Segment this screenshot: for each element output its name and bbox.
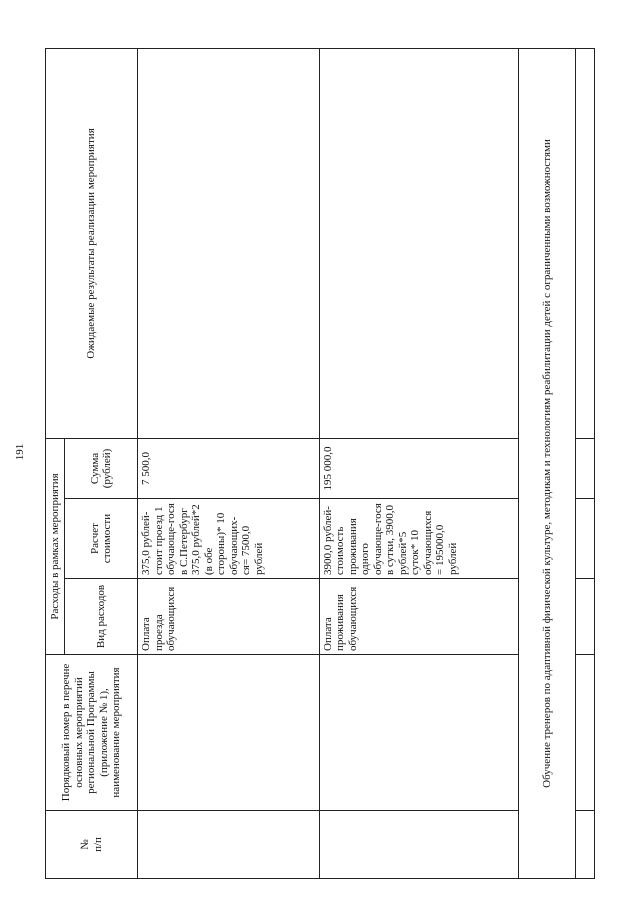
table-row — [319, 48, 518, 878]
empty-cell — [576, 811, 595, 879]
empty-cell — [576, 499, 595, 579]
sum-cell: 195 000,0 — [319, 438, 518, 498]
row-number-cell — [319, 811, 518, 879]
page-number: 191 — [14, 443, 26, 461]
empty-cell — [576, 655, 595, 811]
rotated-table-container — [45, 49, 595, 879]
section-row — [519, 48, 576, 878]
header-sum: Сумма (рублей) — [65, 438, 138, 498]
header-expense-type: Вид расходов — [65, 579, 138, 655]
table-row — [138, 48, 320, 878]
empty-cell — [576, 579, 595, 655]
header-expenses-group: Расходы в рамках мероприятия — [46, 438, 65, 654]
calculation-cell: 3900,0 рублей-стоимость проживания одного обучающе-гося в сутки, 3900,0 рублей*5 суток* 10 обучающихся = 195000,0 рублей — [319, 499, 518, 579]
section-title: Обучение тренеров по адаптивной физической культуре, методикам и технологиям реабилитации детей с ограниченными возможностями — [519, 48, 576, 878]
row-number-cell — [138, 811, 320, 879]
results-cell — [138, 48, 320, 438]
header-number: № п/п — [46, 811, 138, 879]
expense-type-cell: Оплата проживания обучающихся — [319, 579, 518, 655]
empty-row — [576, 48, 595, 878]
row-event-cell — [138, 655, 320, 811]
header-event-name: Порядковый номер в перечне основных мероприятий региональной Программы (приложение № 1), наименование мероприятия — [46, 655, 138, 811]
calculation-cell: 375,0 рублей-стоит проезд 1 обучающе-гося в С.Петербург 375,0 рублей*2 (в обе стороны)* 10 обучающих-ся= 7500,0 рублей — [138, 499, 320, 579]
sum-cell: 7 500,0 — [138, 438, 320, 498]
empty-cell — [576, 48, 595, 438]
expenses-table — [45, 48, 595, 879]
expense-type-cell: Оплата проезда обучающихся — [138, 579, 320, 655]
header-expected-results: Ожидаемые результаты реализации мероприятия — [46, 48, 138, 438]
row-event-cell — [319, 655, 518, 811]
header-calculation: Расчет стоимости — [65, 499, 138, 579]
empty-cell — [576, 438, 595, 498]
header-row-1 — [46, 48, 65, 878]
results-cell — [319, 48, 518, 438]
